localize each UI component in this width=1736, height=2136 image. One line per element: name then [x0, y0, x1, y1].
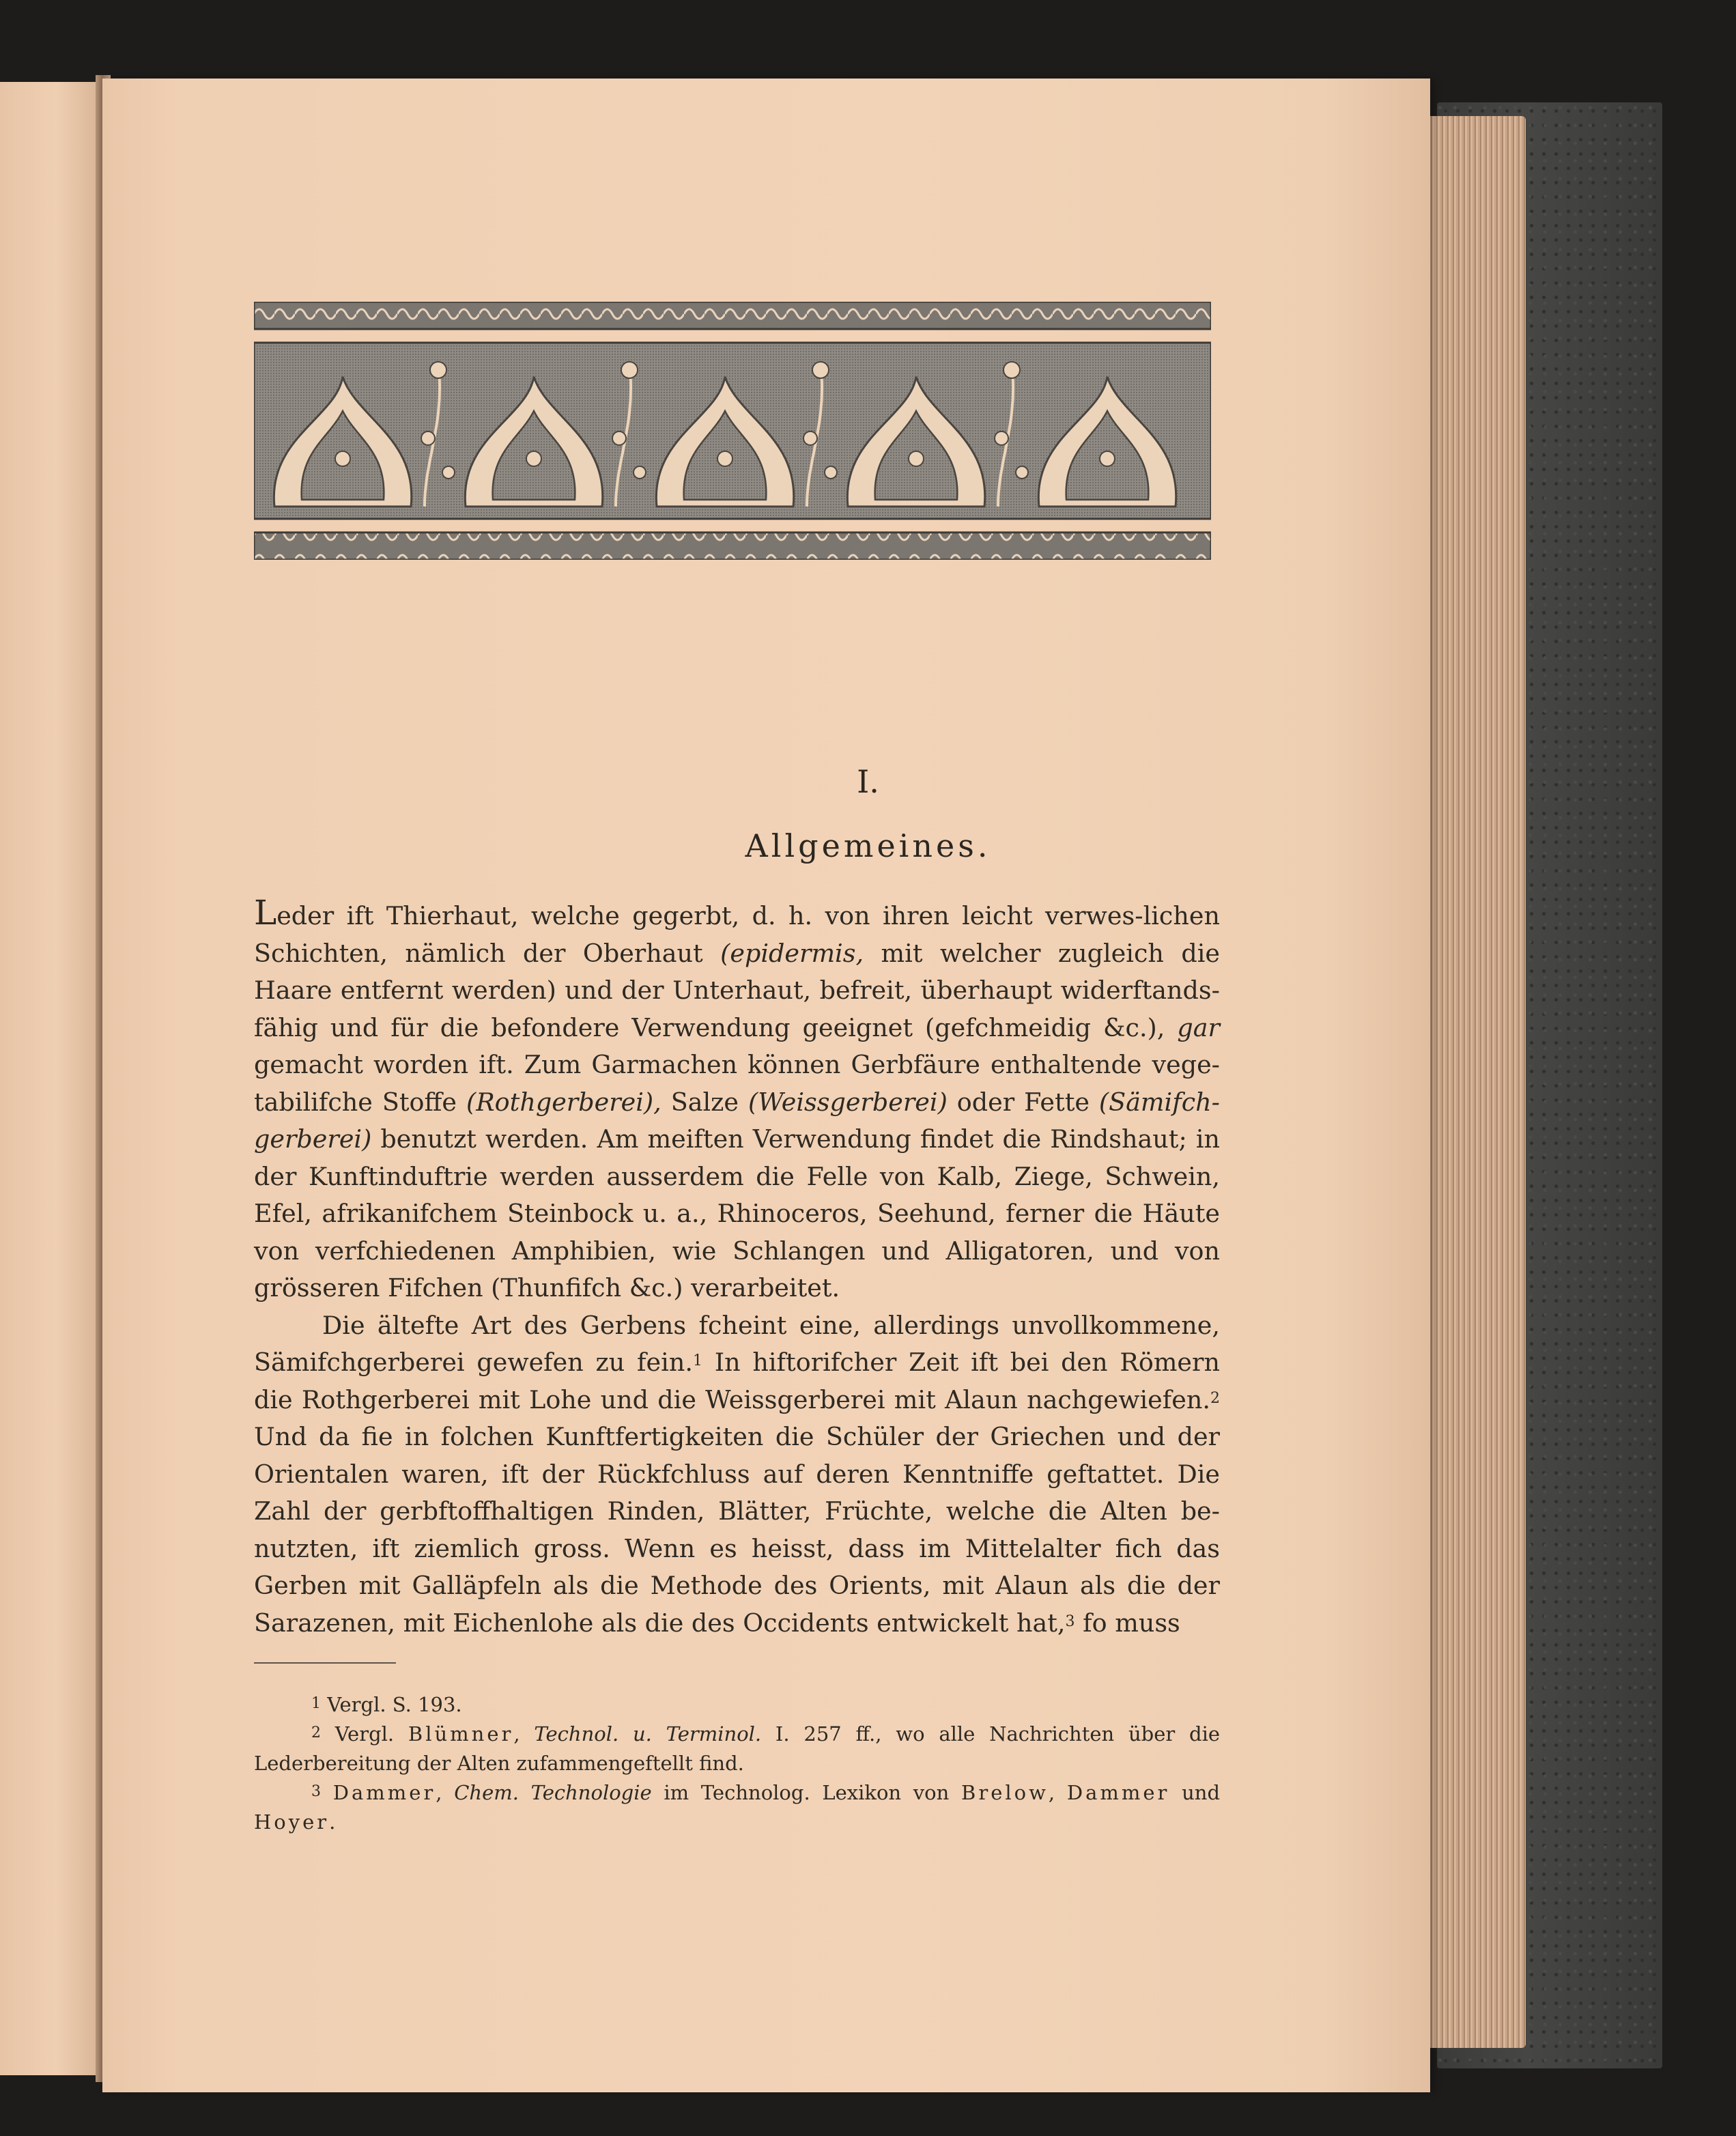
text-run: ,	[1048, 1781, 1067, 1804]
author-name: Brelow	[961, 1781, 1049, 1804]
text-run: Und da fie in folchen Kunftfertigkeiten die Schüler der Griechen und der Orientalen waren, ift der Rückfchluss auf deren Kenntniffe geftattet. Die Zahl der gerbftoffhaltigen Rinden, Blätter, Früchte, welche die Alten be-nutzten, ift ziemlich gross. Wenn es heisst, dass im Mittelalter fich das Gerben mit Galläpfeln als die Methode des Orients, mit Alaun als die der Sarazenen, mit Eichenlohe als die des Occidents entwickelt hat,	[254, 1422, 1220, 1638]
author-name: Dammer	[332, 1781, 436, 1804]
chapter-number: I.	[857, 763, 879, 800]
italic-term: (epidermis,	[720, 938, 864, 968]
decorative-header-ornament	[254, 302, 1211, 560]
footnote-2	[254, 1720, 1220, 1778]
footnote-mark: 1	[311, 1695, 321, 1712]
text-run: Die ältefte Art des Gerbens fcheint eine, allerdings unvollkommene, Sämifchgerberei gewefen zu fein.	[254, 1310, 1220, 1377]
text-run: fo muss	[1075, 1608, 1180, 1638]
left-facing-page	[0, 82, 102, 2075]
text-run: .	[329, 1810, 336, 1834]
footnote-mark: 3	[311, 1783, 321, 1800]
text-run: oder Fette	[947, 1087, 1099, 1117]
footnote-separator	[254, 1662, 396, 1664]
body-text	[254, 894, 1220, 1642]
author-name: Dammer	[1066, 1781, 1170, 1804]
text-run: benutzt werden. Am meiften Verwendung findet die Rindshaut; in der Kunftinduftrie werden ausserdem die Felle von Kalb, Ziege, Schwein, Efel, afrikanifchem Steinbock u. a., Rhinoceros, Seehund, ferner die Häute von verfchiedenen Amphibien, wie Schlangen und Alligatoren, und von grösseren Fifchen (Thunfifch &c.) verarbeitet.	[254, 1124, 1220, 1302]
page-edges	[1423, 116, 1526, 2048]
drop-cap: L	[254, 893, 277, 932]
work-title: Chem. Technologie	[454, 1781, 652, 1804]
paragraph-1	[254, 894, 1220, 1307]
text-run: In hiftorifcher Zeit ift bei den Römern die Rothgerberei mit Lohe und die Weissgerberei mit Alaun nachgewiefen.	[254, 1348, 1220, 1414]
text-run: gemacht worden ift. Zum Garmachen können Gerbfäure enthaltende vege-tabilifche Stoffe	[254, 1050, 1220, 1117]
text-run: ,	[436, 1781, 455, 1804]
italic-term: gar	[1177, 1012, 1220, 1042]
text-run: Vergl.	[335, 1722, 408, 1746]
footnote-ref[interactable]: 3	[1065, 1612, 1075, 1630]
text-run: ,	[513, 1722, 535, 1746]
text-run: eder ift Thierhaut, welche gegerbt, d. h. von ihren leicht verwes-lichen Schichten, nämlich der Oberhaut	[254, 901, 1220, 968]
italic-term: (Weissgerberei)	[748, 1087, 948, 1117]
work-title: Technol. u. Terminol.	[534, 1722, 762, 1746]
footnote-ref[interactable]: 1	[692, 1352, 702, 1369]
footnote-3	[254, 1778, 1220, 1837]
text-run: mit welcher zugleich die Haare entfernt werden) und der Unterhaut, befreit, überhaupt widerftands-fähig und für die befondere Verwendung geeignet (gefchmeidig &c.),	[254, 938, 1220, 1042]
footnote-1	[254, 1690, 1220, 1720]
chapter-title: Allgemeines.	[745, 827, 991, 864]
text-run: I. 257 ff., wo alle Nachrichten über die Lederbereitung der Alten zufammengeftellt find.	[254, 1722, 1221, 1775]
paragraph-2	[254, 1307, 1220, 1642]
author-name: Hoyer	[254, 1810, 330, 1834]
footnotes	[254, 1690, 1220, 1837]
text-run: Salze	[661, 1087, 748, 1117]
italic-term: (Sämifch-gerberei)	[254, 1087, 1220, 1154]
italic-term: (Rothgerberei),	[466, 1087, 661, 1117]
footnote-mark: 2	[311, 1724, 321, 1741]
footnote-ref[interactable]: 2	[1210, 1389, 1220, 1407]
text-run: im Technolog. Lexikon von	[651, 1781, 962, 1804]
author-name: Blümner	[408, 1722, 514, 1746]
text-run: und	[1169, 1781, 1221, 1804]
text-run: Vergl. S. 193.	[327, 1693, 462, 1716]
